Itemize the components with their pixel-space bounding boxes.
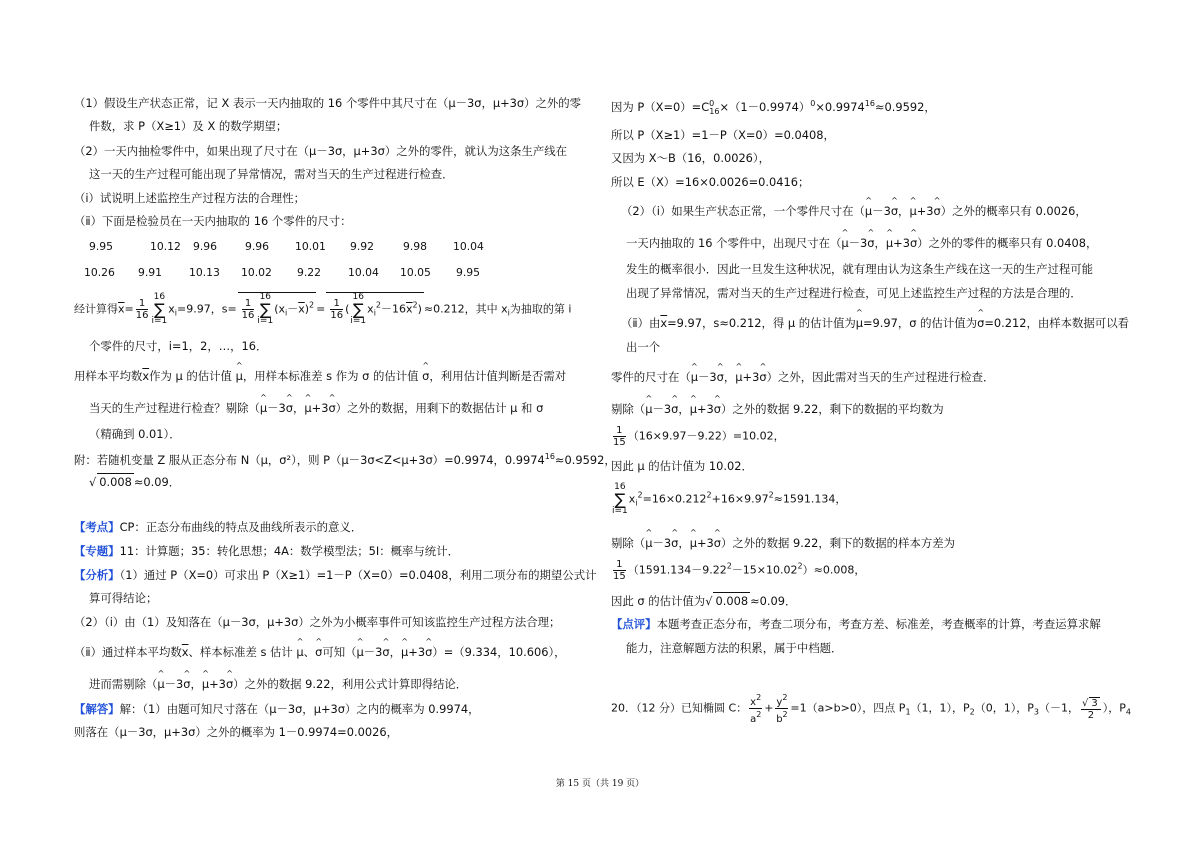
q-part2-ii: （ⅱ）下面是检验员在一天内抽取的 16 个零件的尺寸： bbox=[74, 214, 352, 228]
text: ≈0.09． bbox=[133, 475, 181, 489]
fenxi-line-1 bbox=[74, 567, 597, 583]
dianping-line-2: 能力，注意解题方法的积累，属于中档题． bbox=[626, 641, 843, 655]
text: CP：正态分布曲线的特点及曲线所表示的意义． bbox=[119, 520, 363, 534]
sqrt-expression-1: $\frac{1}{16}$ 16 ∑ $i=1(x_i-\overline{x})^2$ bbox=[238, 292, 316, 326]
sol-2ii-line-3: 零件的尺寸在（^ μ－3^ σ，^ μ+3^ σ）之外，因此需对当天的生产过程进行检查． bbox=[611, 369, 994, 385]
text: 11：计算题；35：转化思想；4A：数学模型法；5I：概率与统计． bbox=[119, 544, 459, 558]
remove-line: 当天的生产过程进行检查？剔除（^ μ－3^ σ，^ μ+3^ σ）之外的数据，用剩下的数据估计 μ 和 σ bbox=[89, 400, 543, 416]
text: （1）通过 P（X=0）可求出 P（X≥1）=1－P（X=0）=0.0408，利用二项分布的期望公式计 bbox=[119, 568, 597, 582]
text: ≈0.09． bbox=[750, 594, 797, 608]
text: 零件的尺寸在（ bbox=[611, 370, 691, 384]
text: ，用样本标准差 s 作为 σ 的估计值 bbox=[242, 369, 419, 383]
equals: = bbox=[124, 302, 134, 316]
fenxi-line-5: 进而需剔除（^ μ－3^ σ，^ μ+3^ σ）之外的数据 9.22，利用公式计算即得结论． bbox=[89, 676, 467, 692]
text: 用样本平均数 bbox=[74, 369, 143, 383]
sample-value: 9.22 bbox=[297, 266, 322, 279]
q-part2-line2: 这一天的生产过程可能出现了异常情况，需对当天的生产过程进行检查． bbox=[89, 167, 454, 181]
tag-zhuanti: 【专题】 bbox=[74, 544, 120, 558]
prob-x0-line: 因为 $P(X=0)=C^0_{16}\times(1-0.9974)^0\times 0.9974^{16}\approx 0.9592$， bbox=[611, 99, 936, 116]
fenxi-line-2: 算可得结论； bbox=[89, 591, 158, 605]
question-20: 20．（12 分）已知椭圆 C： $\frac{x^2}{a^2}$ + $\frac{y^2}{b^2}$ =1（a>b>0），四点 $P_1(1$，1），$P_2(0$，1），$P_3(-1$， $\frac{√ 3}{2}$ ），$P_4$ bbox=[611, 693, 1131, 725]
text: ）之外的零件的概率只有 0.0408， bbox=[917, 236, 1098, 250]
sol-2ii-line-1: （ⅱ）由$\overline{x}=9.97$，s≈0.212，得 μ 的估计值为^ μ=9.97，σ 的估计值为^ σ=0.212，由样本数据可以看 bbox=[621, 315, 1129, 331]
xbar-symbol: $\overline{x}$ bbox=[118, 302, 125, 316]
exponent: 16 bbox=[544, 452, 555, 461]
text: 本题考查正态分布，考查二项分布，考查方差、标准差，考查概率的计算，考查运算求解 bbox=[656, 617, 1101, 631]
text: 之外的数据 9.22，利用公式计算即得结论． bbox=[244, 677, 468, 691]
text: ）之外的数据 9.22，剩下的数据的样本方差为 bbox=[721, 536, 956, 550]
text: 可知（ bbox=[322, 645, 357, 659]
text: ×0.9974 bbox=[815, 100, 865, 114]
sol-line-4: 所以 E（X）=16×0.0026=0.0416； bbox=[611, 175, 810, 189]
mean-value: =9.97，s= bbox=[177, 302, 237, 316]
jieda-line bbox=[74, 701, 480, 717]
sqrt-value: 0.008 bbox=[99, 475, 132, 489]
text: ）之外的概率只有 0.0026， bbox=[940, 204, 1087, 218]
text: 剔除（ bbox=[611, 536, 646, 550]
tag-fenxi: 【分析】 bbox=[74, 568, 120, 582]
fenxi-line-3: （2）（ⅰ）由（1）及知落在（μ－3σ，μ+3σ）之外为小概率事件可知该监控生产过程方法合理； bbox=[74, 615, 561, 629]
text: （－1， bbox=[1039, 701, 1079, 715]
text: （1，1），P bbox=[910, 701, 970, 715]
text: 当天的生产过程进行检查？剔除（ bbox=[89, 401, 260, 415]
mean-formula: $\frac{1}{15}$ （16×9.97－9.22）=10.02， bbox=[613, 425, 785, 448]
sum-bottom: i=1 bbox=[151, 316, 168, 326]
text: ）≈0.008， bbox=[802, 563, 866, 577]
sqrt-line: √ 0.008 ≈0.09． bbox=[89, 475, 181, 489]
text: =16×0.212 bbox=[642, 492, 707, 506]
sum-symbol: 16 ∑ i=1 bbox=[151, 292, 168, 326]
text: =9.97，s≈0.212，得 μ 的估计值为 bbox=[667, 316, 856, 330]
text: ）=（9.334，10.606）， bbox=[432, 645, 566, 659]
text: 之外的数据，用剩下的数据估计 μ 和 σ bbox=[347, 401, 544, 415]
text: （ⅱ）由 bbox=[621, 316, 661, 330]
text: 因此 σ 的估计值为 bbox=[611, 594, 706, 608]
sample-value: 9.92 bbox=[350, 240, 375, 253]
text: =9.97，σ 的估计值为 bbox=[863, 316, 978, 330]
formula-line: 经计算得$\overline{x}=$ $\frac{1}{16}$ 16 ∑ $i=1x_i=9.97$，s= $\frac{1}{16}$ 16 ∑ $i=1(x_i-\overline{x})^2$ = $\frac{1}{16}$ (16 ∑ $i=1x_i^2-16\overline{x}^2) \approx 0.212$，其中 $x_i$为抽取的第 i bbox=[74, 292, 572, 326]
text: ），P bbox=[1102, 701, 1126, 715]
precision-note: （精确到 0.01）． bbox=[89, 427, 181, 441]
sol-2i-line-4: 出现了异常情况，需对当天的生产过程进行检查，可见上述监控生产过程的方法是合理的． bbox=[626, 286, 1082, 300]
sum-squares-formula: 16 ∑ $i=1x_i^2=16\times 0.212^2+16\times 9.97^2\approx 1591.134$， bbox=[612, 482, 847, 516]
sample-value: 9.98 bbox=[403, 240, 428, 253]
sample-value: 10.13 bbox=[189, 266, 220, 279]
text: （ⅱ）通过样本平均数 bbox=[74, 645, 182, 659]
q-part2-i: （ⅰ）试说明上述监控生产过程方法的合理性； bbox=[74, 191, 305, 205]
sigma-estimate: 因此 σ 的估计值为√ 0.008 ≈0.09． bbox=[611, 594, 797, 608]
sol-2ii-line-2: 出一个 bbox=[626, 340, 661, 354]
text: （2）（ⅰ）如果生产状态正常，一个零件尺寸在（ bbox=[621, 204, 865, 218]
sol-2i-line-2: 一天内抽取的 16 个零件中，出现尺寸在（^ μ－3^ σ，^ μ+3^ σ）之外的零件的概率只有 0.0408， bbox=[626, 235, 1097, 251]
xi-symbol: x bbox=[168, 302, 175, 316]
last-line-left: 则落在（μ－3σ，μ+3σ）之外的概率为 1－0.9974=0.0026， bbox=[74, 725, 398, 739]
sol-2i-line-3: 发生的概率很小．因此一旦发生这种状况，就有理由认为这条生产线在这一天的生产过程可能 bbox=[626, 262, 1094, 276]
text: ≈1591.134， bbox=[773, 492, 847, 506]
sol-line-3: 又因为 X～B（16，0.0026）， bbox=[611, 151, 771, 165]
sqrt-expression-2: $\frac{1}{16}$ (16 ∑ $i=1x_i^2-16\overline{x}^2$) bbox=[326, 292, 424, 326]
tag-kaodian: 【考点】 bbox=[74, 520, 120, 534]
text: （0，1），P bbox=[974, 701, 1034, 715]
text: 一天内抽取的 16 个零件中，出现尺寸在（ bbox=[626, 236, 842, 250]
sample-value: 9.95 bbox=[89, 240, 114, 253]
text: 作为 μ 的估计值 bbox=[149, 369, 232, 383]
dianping-line-1 bbox=[611, 616, 1101, 632]
sample-value: 10.04 bbox=[348, 266, 379, 279]
kaodian-line bbox=[74, 519, 362, 535]
q-part1-line2: 件数，求 P（X≥1）及 X 的数学期望； bbox=[89, 119, 288, 133]
text: 剔除（ bbox=[611, 402, 646, 416]
tag-jieda: 【解答】 bbox=[74, 702, 120, 716]
text: ×（1－0.9974） bbox=[719, 100, 811, 114]
text: 20．（12 分）已知椭圆 C： bbox=[611, 701, 748, 715]
sd-value: ≈0.212，其中 x bbox=[423, 302, 508, 316]
fenxi-line-4: （ⅱ）通过样本平均数$\overline{x}$、样本标准差 s 估计 ^ μ、^ σ可知（^ μ－3^ σ，^ μ+3^ σ）=（9.334，10.606）， bbox=[74, 644, 566, 660]
calc-prefix: 经计算得 bbox=[74, 302, 118, 316]
sol-2ii-line-5: 剔除（^ μ－3^ σ，^ μ+3^ σ）之外的数据 9.22，剩下的数据的样本方差为 bbox=[611, 535, 955, 551]
text: =0.212，由样本数据可以看 bbox=[984, 316, 1129, 330]
text: +16×9.97 bbox=[711, 492, 769, 506]
text: 附：若随机变量 Z 服从正态分布 N（μ，σ²），则 P（μ－3σ<Z<μ+3σ）=0.9974，0.9974 bbox=[74, 453, 545, 467]
text: ）之外，因此需对当天的生产过程进行检查． bbox=[766, 370, 995, 384]
formula-tail: 为抽取的第 i bbox=[509, 302, 572, 316]
estimate-line: 用样本平均数$\overline{x}$作为 μ 的估计值 ^ μ，用样本标准差 s 作为 σ 的估计值 ^ σ，利用估计值判断是否需对 bbox=[74, 368, 566, 384]
index-note: 个零件的尺寸，i=1，2，…，16． bbox=[89, 339, 268, 353]
text: 因为 P（X=0）= bbox=[611, 100, 702, 114]
sum-top: 16 bbox=[153, 292, 166, 302]
text: 解：（1）由题可知尺寸落在（μ－3σ，μ+3σ）之内的概率为 0.9974， bbox=[119, 702, 480, 716]
fraction bbox=[136, 298, 149, 321]
sol-2i-line-1: （2）（ⅰ）如果生产状态正常，一个零件尺寸在（^ μ－3^ σ，^ μ+3^ σ）之外的概率只有 0.0026， bbox=[621, 203, 1087, 219]
text: 进而需剔除（ bbox=[89, 677, 158, 691]
text: ，利用估计值判断是否需对 bbox=[429, 369, 567, 383]
text: 、样本标准差 s 估计 bbox=[188, 645, 293, 659]
text: ≈0.9592， bbox=[554, 453, 616, 467]
q-part1-line1: （1）假设生产状态正常，记 X 表示一天内抽取的 16 个零件中其尺寸在（μ－3σ，μ+3σ）之外的零 bbox=[74, 96, 582, 110]
text: （1591.134－9.22 bbox=[627, 563, 727, 577]
tag-dianping: 【点评】 bbox=[611, 617, 657, 631]
numerator: 1 bbox=[136, 298, 149, 310]
text: ）之外的数据 9.22，剩下的数据的平均数为 bbox=[721, 402, 944, 416]
sample-value: 10.12 bbox=[150, 240, 181, 253]
sol-2ii-line-4: 剔除（^ μ－3^ σ，^ μ+3^ σ）之外的数据 9.22，剩下的数据的平均数为 bbox=[611, 401, 944, 417]
sample-value: 9.95 bbox=[456, 266, 481, 279]
sample-value: 10.26 bbox=[84, 266, 115, 279]
sample-value: 10.01 bbox=[295, 240, 326, 253]
zhuanti-line bbox=[74, 543, 459, 559]
q-part2-line1: （2）一天内抽检零件中，如果出现了尺寸在（μ－3σ，μ+3σ）之外的零件，就认为这条生产线在 bbox=[74, 144, 568, 158]
sample-value: 10.04 bbox=[453, 240, 484, 253]
sample-value: 10.02 bbox=[241, 266, 272, 279]
combination: C bbox=[701, 100, 710, 114]
sample-value: 10.05 bbox=[400, 266, 431, 279]
text: ≈0.9592， bbox=[874, 100, 936, 114]
mu-estimate: 因此 μ 的估计值为 10.02． bbox=[611, 459, 753, 473]
text: （16×9.97－9.22）=10.02， bbox=[627, 429, 785, 443]
page-footer: 第 15 页（共 19 页） bbox=[555, 779, 645, 789]
text: －15×10.02 bbox=[731, 563, 798, 577]
sample-value: 9.96 bbox=[245, 240, 270, 253]
variance-formula: $\frac{1}{15}$ $(1591.134-9.22^2-15\times 10.02^2)\approx 0.008$， bbox=[613, 559, 866, 582]
denominator: 16 bbox=[135, 310, 149, 321]
sample-value: 9.91 bbox=[138, 266, 163, 279]
sample-value: 9.96 bbox=[193, 240, 218, 253]
sol-line-2: 所以 P（X≥1）=1－P（X=0）=0.0408， bbox=[611, 128, 835, 142]
appendix-line bbox=[74, 449, 616, 468]
text: =1（a>b>0），四点 P bbox=[790, 701, 906, 715]
